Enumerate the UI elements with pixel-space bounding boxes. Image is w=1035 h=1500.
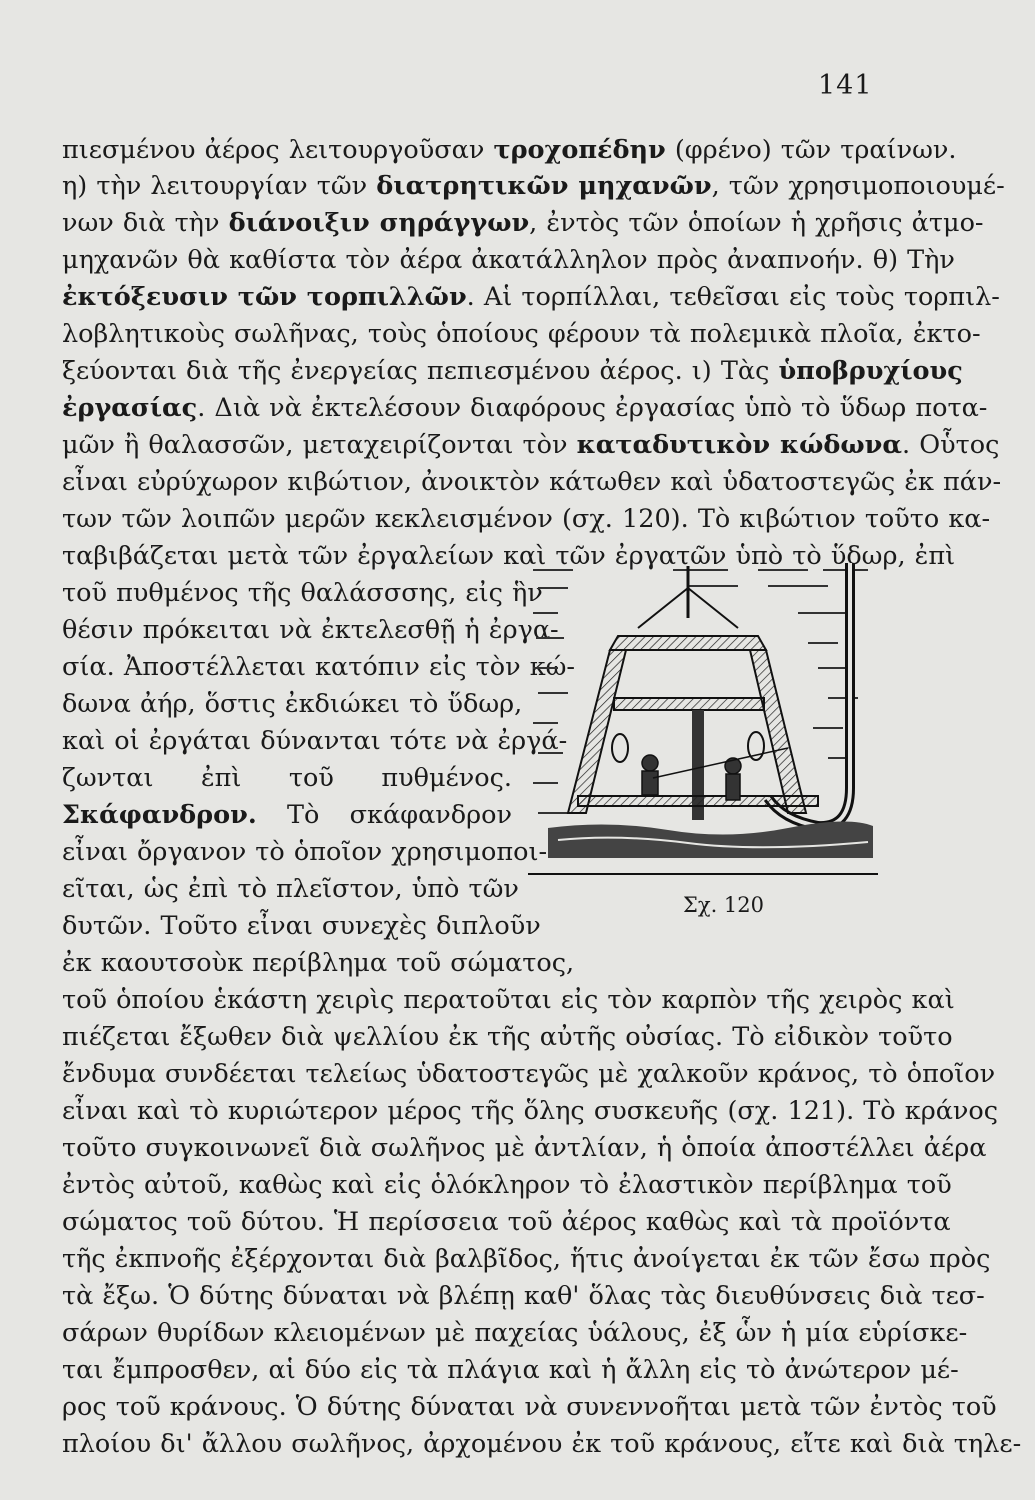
text-line (62, 1426, 1022, 1462)
text-line (62, 760, 512, 796)
text-run: εῖται, ὡς ἐπὶ τὸ πλεῖστον, ὑπὸ τῶν (62, 874, 519, 904)
text-run: ἐκ καουτσοὺκ περίβλημα τοῦ σώματος, (62, 948, 575, 978)
text-run: τῆς ἐκπνοῆς ἐξέρχονται διὰ βαλβῖδος, ἥτις ἀνοίγεται ἐκ τῶν ἔσω πρὸς (62, 1244, 991, 1274)
text-run: τοῦτο συγκοινωνεῖ διὰ σωλῆνος μὲ ἀντλίαν, ἡ ὁποία ἀποστέλλει ἀέρα (62, 1133, 987, 1163)
text-run: σία. Ἀποστέλλεται κατόπιν εἰς τὸν κώ- (62, 652, 576, 682)
bold-term: ἐργασίας (62, 393, 198, 423)
text-run: μῶν ἢ θαλασσῶν, μεταχειρίζονται τὸν (62, 430, 577, 460)
text-line (62, 1315, 968, 1351)
text-line (62, 1204, 951, 1240)
text-line (62, 464, 1002, 500)
text-run: πιέζεται ἔξωθεν διὰ ψελλίου ἐκ τῆς αὐτῆς οὐσίας. Τὸ εἰδικὸν τοῦτο (62, 1022, 953, 1052)
text-line (62, 649, 576, 685)
text-line (62, 353, 963, 389)
text-line (62, 575, 543, 611)
text-line (62, 945, 575, 981)
page-number: 141 (818, 70, 873, 101)
text-line (62, 1241, 991, 1277)
text-line (62, 1056, 996, 1092)
bold-term: Σκάφανδρον. (62, 800, 257, 830)
text-run: εἶναι εὐρύχωρον κιβώτιον, ἀνοικτὸν κάτωθεν καὶ ὑδατοστεγῶς ἐκ πάν- (62, 467, 1002, 497)
text-run: , ἐντὸς τῶν ὁποίων ἡ χρῆσις ἀτμο- (529, 208, 984, 238)
text-line (62, 908, 541, 944)
text-run: δωνα ἀήρ, ὅστις ἐκδιώκει τὸ ὕδωρ, (62, 689, 523, 719)
diving-bell-icon (528, 558, 888, 883)
text-line (62, 279, 1000, 315)
text-line (62, 501, 991, 537)
text-run: . Αἱ τορπίλλαι, τεθεῖσαι εἰς τοὺς τορπιλ- (466, 282, 1000, 312)
text-run: τὰ ἔξω. Ὁ δύτης δύναται νὰ βλέπῃ καθ' ὅλας τὰς διευθύνσεις διὰ τεσ- (62, 1281, 985, 1311)
text-line (62, 1278, 985, 1314)
text-run: , τῶν χρησιμοποιουμέ- (711, 171, 1005, 201)
text-line (62, 242, 955, 278)
text-line (62, 168, 1005, 204)
text-line (62, 1389, 997, 1425)
text-run: λοβλητικοὺς σωλῆνας, τοὺς ὁποίους φέρουν τὰ πολεμικὰ πλοῖα, ἐκτο- (62, 319, 981, 349)
text-line (62, 797, 512, 833)
bold-term: διάνοιξιν σηράγγων (228, 208, 530, 238)
text-run: Τὸ σκάφανδρον (256, 800, 512, 830)
text-line (62, 612, 559, 648)
text-line (62, 1019, 953, 1055)
bold-term: καταδυτικὸν κώδωνα (576, 430, 902, 460)
text-line (62, 1352, 959, 1388)
text-line (62, 390, 988, 426)
text-line (62, 1167, 952, 1203)
text-run: πιεσμένου ἀέρος λειτουργοῦσαν (62, 135, 494, 165)
text-run: (φρένο) τῶν τραίνων. (665, 135, 957, 165)
text-run: μηχανῶν θὰ καθίστα τὸν ἀέρα ἀκατάλληλον πρὸς ἀναπνοήν. θ) Τὴν (62, 245, 955, 275)
text-run: ταβιβάζεται μετὰ τῶν ἐργαλείων καὶ τῶν ἐργατῶν ὑπὸ τὸ ὕδωρ, ἐπὶ (62, 541, 956, 571)
text-line (62, 205, 984, 241)
text-line (62, 427, 1000, 463)
text-run: θέσιν πρόκειται νὰ ἐκτελεσθῇ ἡ ἐργα- (62, 615, 559, 645)
text-line (62, 723, 568, 759)
text-run: εἶναι ὄργανον τὸ ὁποῖον χρησιμοποι- (62, 837, 548, 867)
text-run: τοῦ ὁποίου ἑκάστη χειρὶς περατοῦται εἰς τὸν καρπὸν τῆς χειρὸς καὶ (62, 985, 955, 1015)
bold-term: διατρητικῶν μηχανῶν (376, 171, 712, 201)
bold-term: ἐκτόξευσιν τῶν τορπιλλῶν (62, 282, 467, 312)
text-run: ξεύονται διὰ τῆς ἐνεργείας πεπιεσμένου ἀέρος. ι) Τὰς (62, 356, 779, 386)
text-run: σάρων θυρίδων κλειομένων μὲ παχείας ὑάλους, ἐξ ὧν ἡ μία εὑρίσκε- (62, 1318, 968, 1348)
text-line (62, 1130, 987, 1166)
text-run: εἶναι καὶ τὸ κυριώτερον μέρος τῆς ὅλης συσκευῆς (σχ. 121). Τὸ κράνος (62, 1096, 999, 1126)
text-run: η) τὴν λειτουργίαν τῶν (62, 171, 377, 201)
figure-caption: Σχ. 120 (683, 893, 765, 917)
text-run: νων διὰ τὴν (62, 208, 229, 238)
text-line (62, 316, 981, 352)
text-line (62, 686, 523, 722)
bold-term: τροχοπέδην (493, 135, 666, 165)
text-run: σώματος τοῦ δύτου. Ἡ περίσσεια τοῦ ἀέρος καθὼς καὶ τὰ προϊόντα (62, 1207, 951, 1237)
text-run: των τῶν λοιπῶν μερῶν κεκλεισμένον (σχ. 120). Τὸ κιβώτιον τοῦτο κα- (62, 504, 991, 534)
text-line (62, 132, 957, 168)
text-line (62, 982, 955, 1018)
text-run: . Διὰ νὰ ἐκτελέσουν διαφόρους ἐργασίας ὑπὸ τὸ ὕδωρ ποτα- (197, 393, 988, 423)
text-run: ζωνται ἐπὶ τοῦ πυθμένος. (62, 763, 512, 793)
text-line (62, 1093, 999, 1129)
text-run: πλοίου δι' ἄλλου σωλῆνος, ἀρχομένου ἐκ τοῦ κράνους, εἴτε καὶ διὰ τηλε- (62, 1429, 1022, 1459)
text-run: καὶ οἱ ἐργάται δύνανται τότε νὰ ἐργά- (62, 726, 568, 756)
text-run: . Οὗτος (901, 430, 1000, 460)
text-run: ρος τοῦ κράνους. Ὁ δύτης δύναται νὰ συνεννοῆται μετὰ τῶν ἐντὸς τοῦ (62, 1392, 997, 1422)
text-run: ται ἔμπροσθεν, αἱ δύο εἰς τὰ πλάγια καὶ ἡ ἄλλη εἰς τὸ ἀνώτερον μέ- (62, 1355, 959, 1385)
text-run: ἐντὸς αὐτοῦ, καθὼς καὶ εἰς ὁλόκληρον τὸ ἐλαστικὸν περίβλημα τοῦ (62, 1170, 952, 1200)
bold-term: ὑποβρυχίους (778, 356, 963, 386)
text-line (62, 871, 519, 907)
text-line (62, 834, 548, 870)
text-run: δυτῶν. Τοῦτο εἶναι συνεχὲς διπλοῦν (62, 911, 541, 941)
text-run: ἔνδυμα συνδέεται τελείως ὑδατοστεγῶς μὲ χαλκοῦν κράνος, τὸ ὁποῖον (62, 1059, 996, 1089)
text-run: τοῦ πυθμένος τῆς θαλάσσσης, εἰς ἣν (62, 578, 543, 608)
